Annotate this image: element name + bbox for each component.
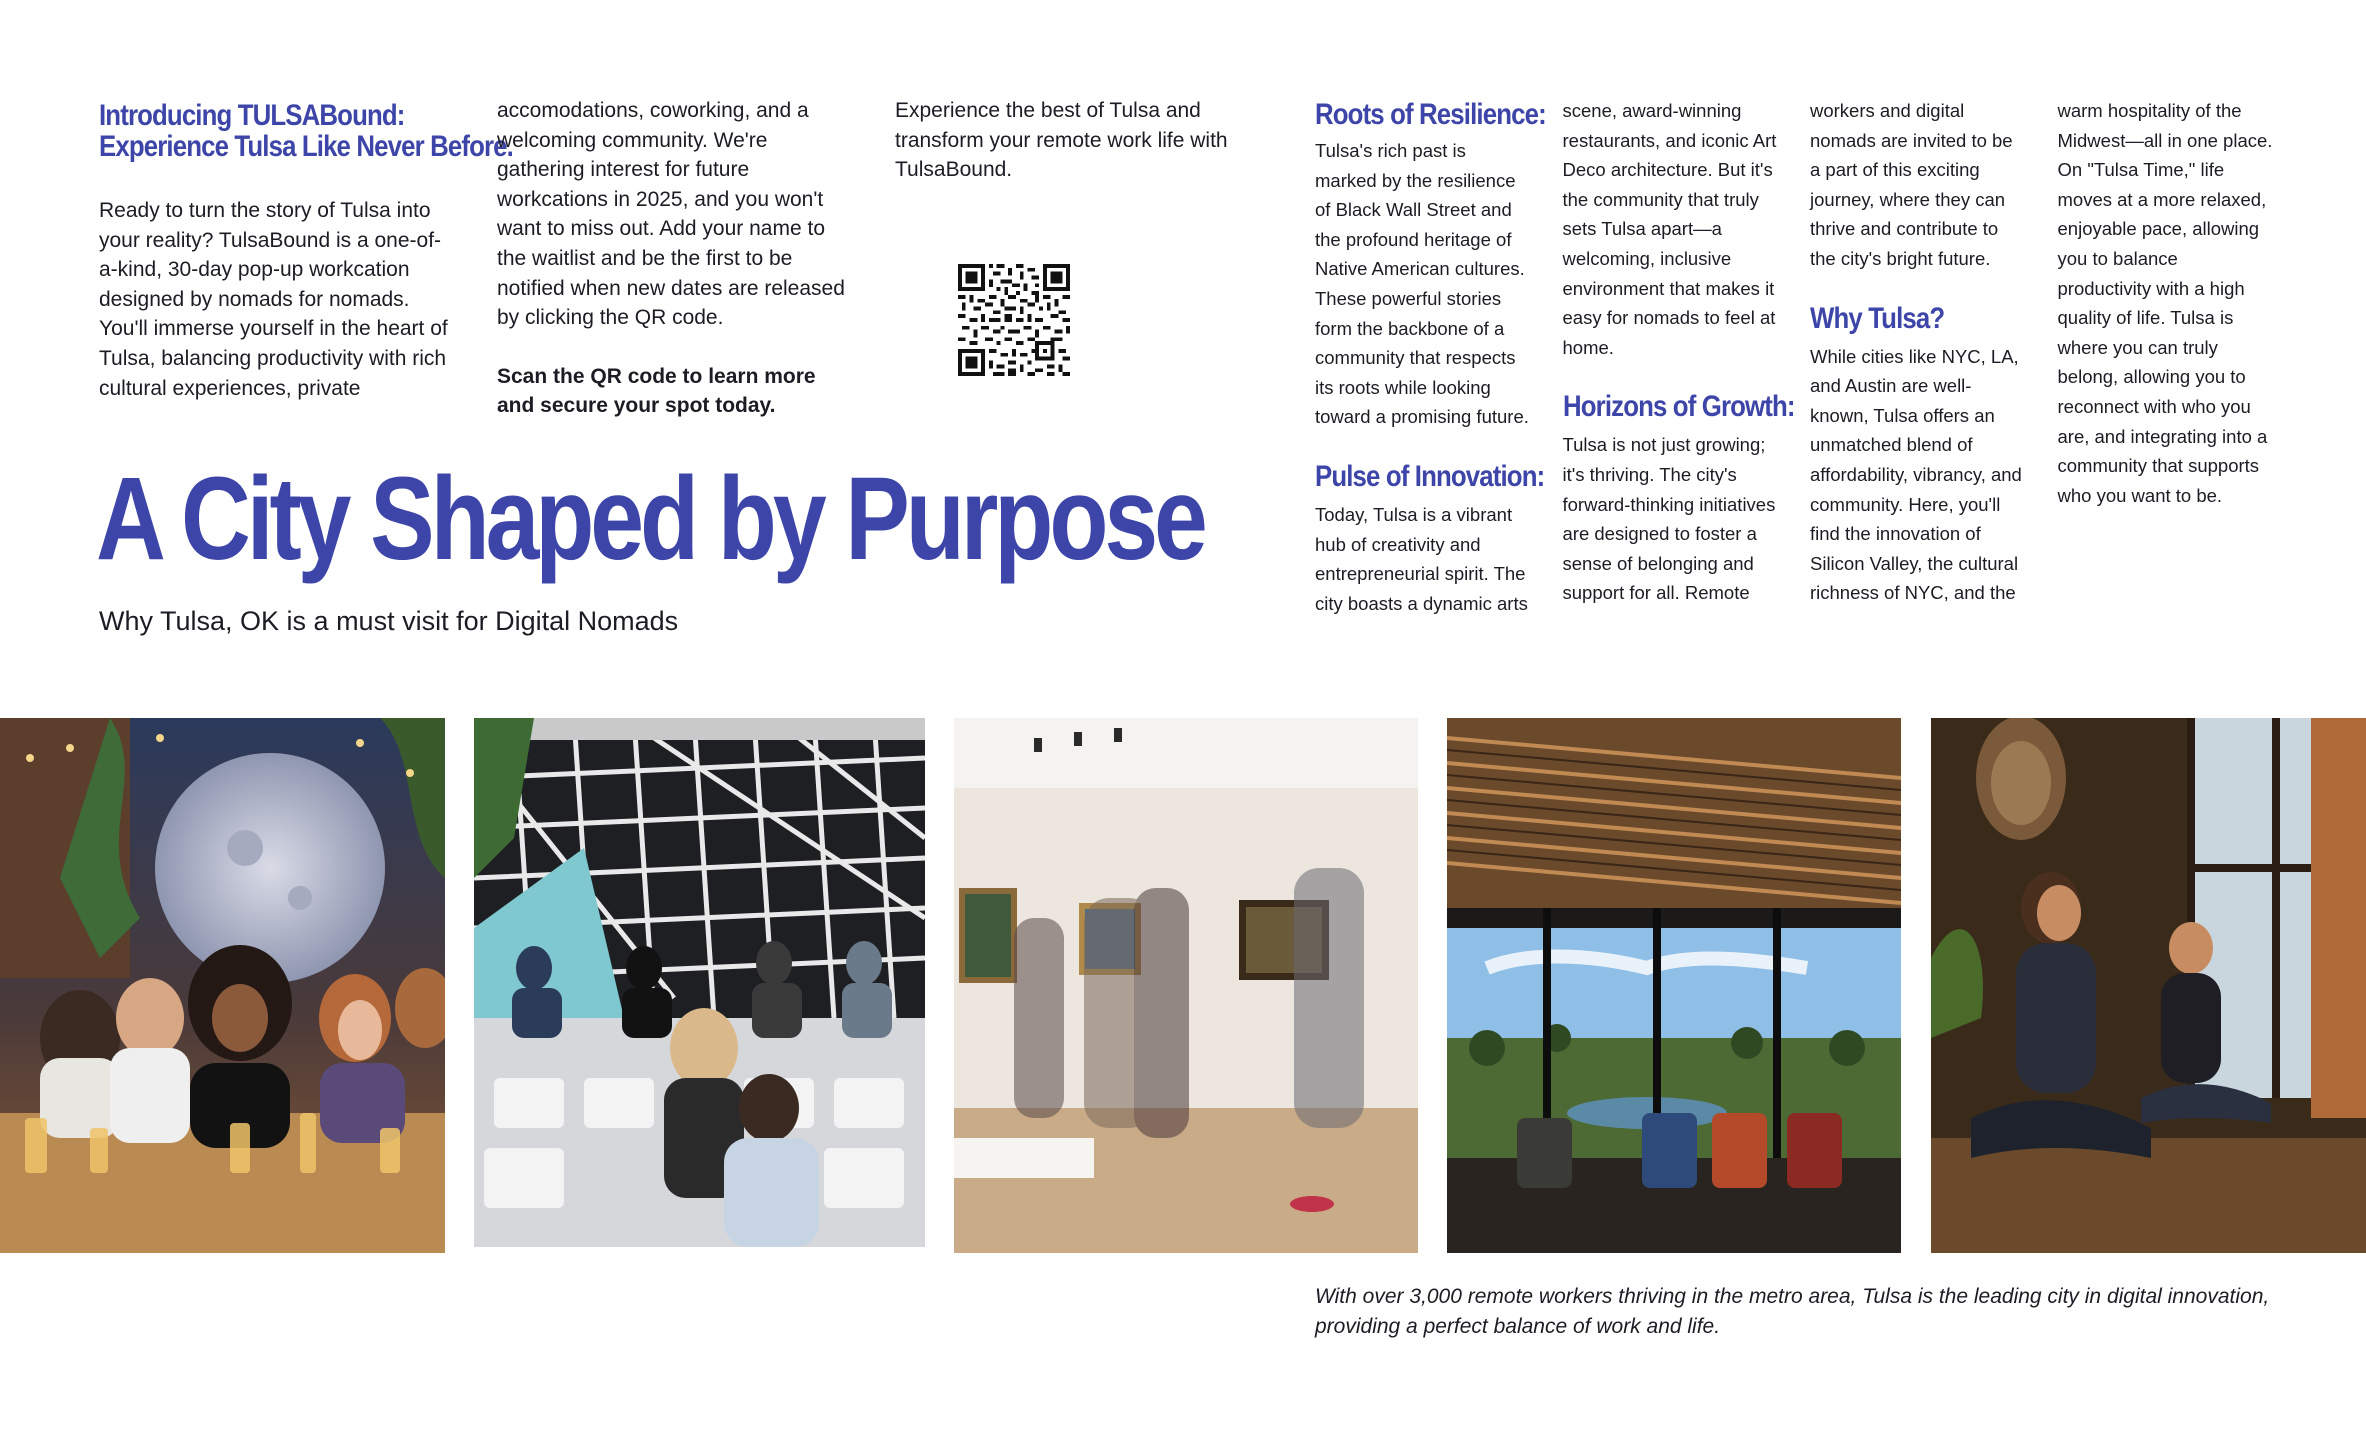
photo-caption: With over 3,000 remote workers thriving in the metro area, Tulsa is the leading city in digital innovation, providing a perfect balance of work and life. — [1315, 1285, 2270, 1338]
intro-heading-spacer — [99, 96, 459, 196]
intro-paragraph: Ready to turn the story of Tulsa into your reality? TulsaBound is a one-of-a-kind, 30-day pop-up workcation designed by nomads for nomads. You'll immerse yourself in the heart of Tulsa, balancing productivity with rich cultural experiences, private accomodations, coworking, and a welcoming community. We're gathering interest for future workcations in 2025, and you won't want to miss out. Add your name to the waitlist and be the first to be notified when new dates are released by clicking the QR code. — [99, 99, 845, 400]
intro-text-columns — [99, 96, 1228, 426]
hero-title: A City Shaped by Purpose — [96, 453, 1204, 585]
window-view-scene-icon — [1447, 718, 1901, 1253]
qr-code[interactable] — [958, 264, 1070, 376]
roots-text: Tulsa's rich past is marked by the resilience of Black Wall Street and the profound heritage of Native American cultures. These powerful stories form the backbone of a community that respects its roots while looking toward a promising future. — [1315, 140, 1529, 428]
art-gallery-scene-icon — [954, 718, 1418, 1253]
photo-restaurant — [0, 718, 445, 1253]
photo-window-view — [1447, 718, 1901, 1253]
photo-art-gallery — [954, 718, 1418, 1253]
yoga-scene-icon — [1931, 718, 2366, 1253]
intro-cta-rest: Experience the best of Tulsa and transform your remote work life with TulsaBound. — [895, 99, 1228, 182]
pulse-text: Today, Tulsa is a vibrant hub of creativity and entrepreneurial spirit. The city boasts a dynamic arts scene, award-winning restaurants, and iconic Art Deco architecture. But it's the community that truly sets Tulsa apart—a welcoming, inclusive environment that makes it easy for nomads to feel at home. — [1315, 100, 1777, 614]
pulse-heading: Pulse of Innovation: — [1315, 459, 1545, 493]
hero-subtitle: Why Tulsa, OK is a must visit for Digital Nomads — [99, 606, 679, 636]
horizons-heading: Horizons of Growth: — [1562, 390, 1795, 424]
roots-heading: Roots of Resilience: — [1315, 98, 1546, 131]
intro-heading-line1: Introducing TULSABound: — [99, 99, 405, 132]
why-text: While cities like NYC, LA, and Austin are well-known, Tulsa offers an unmatched blend of affordability, vibrancy, and community. Here, you'll find the innovation of Silicon Valley, the cultural richness of NYC, and the warm hospitality of the Midwest—all in one place. On "Tulsa Time," life moves at a more relaxed, enjoyable pace, allowing you to balance productivity with a high quality of life. Tulsa is where you can truly belong, allowing you to reconnect with who you are, and integrating into a community that supports who you want to be. — [1810, 100, 2273, 604]
horizons-text: Tulsa is not just growing; it's thriving. The city's forward-thinking initiatives are designed to foster a sense of belonging and support for all. Remote workers and digital nomads are invited to be a part of this exciting journey, where they can thrive and contribute to the city's bright future. — [1562, 100, 2013, 604]
intro-heading-line2: Experience Tulsa Like Never Before. — [99, 130, 513, 163]
photo-panel-event — [474, 718, 925, 1247]
intro-cta-bold: Scan the QR code to learn more and secure your spot today. — [497, 364, 816, 418]
photo-yoga — [1931, 718, 2366, 1253]
restaurant-scene-icon — [0, 718, 445, 1253]
why-heading: Why Tulsa? — [1810, 301, 1945, 335]
qr-code-icon[interactable] — [958, 264, 1070, 376]
panel-event-scene-icon — [474, 718, 925, 1247]
article-columns — [1315, 96, 2275, 636]
